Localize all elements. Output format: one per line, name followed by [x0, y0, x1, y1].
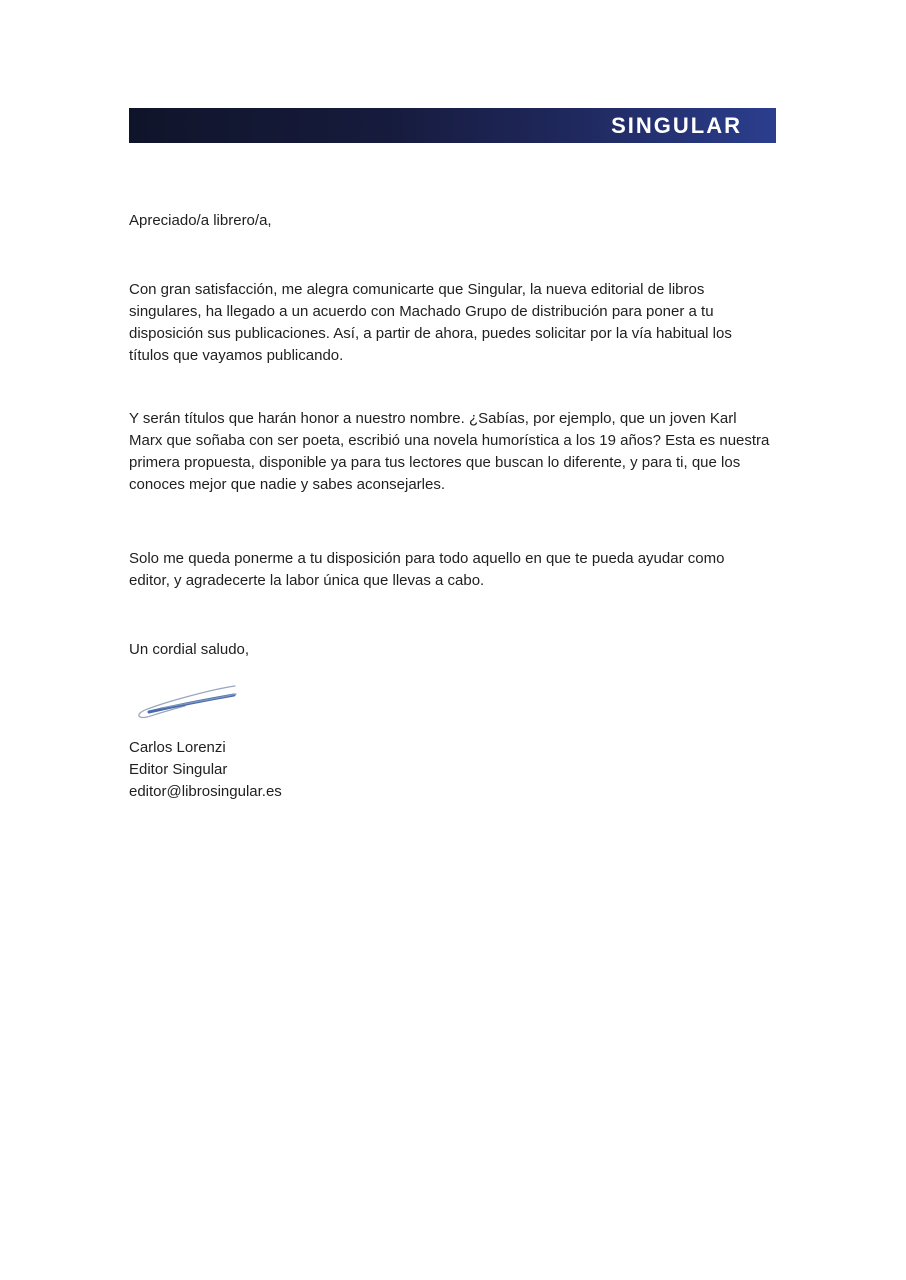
- brand-logo: SINGULAR: [611, 112, 742, 138]
- sender-name: Carlos Lorenzi: [129, 739, 226, 756]
- paragraph: [129, 548, 789, 592]
- paragraph-line: Con gran satisfacción, me alegra comunicarte que Singular, la nueva editorial de libros: [129, 281, 705, 298]
- handwritten-signature: [131, 678, 241, 726]
- brand-banner: [129, 108, 776, 143]
- paragraph-line: Marx que soñaba con ser poeta, escribió una novela humorística a los 19 años? Esta es nuestra: [129, 432, 770, 449]
- paragraph-line: primera propuesta, disponible ya para tus lectores que buscan lo diferente, y para ti, que los: [129, 454, 741, 471]
- salutation: Apreciado/a librero/a,: [129, 212, 272, 229]
- signature-block: [129, 737, 789, 803]
- paragraph-line: conoces mejor que nadie y sabes aconsejarles.: [129, 476, 446, 493]
- paragraph-line: editor, y agradecerte la labor única que llevas a cabo.: [129, 572, 485, 589]
- sender-title: Editor Singular: [129, 761, 228, 778]
- paragraph: [129, 279, 789, 367]
- paragraph-line: Y serán títulos que harán honor a nuestro nombre. ¿Sabías, por ejemplo, que un joven Karl: [129, 410, 737, 427]
- sender-email: editor@librosingular.es: [129, 783, 282, 800]
- paragraph-line: singulares, ha llegado a un acuerdo con Machado Grupo de distribución para poner a tu: [129, 303, 714, 320]
- paragraph-line: Solo me queda ponerme a tu disposición para todo aquello en que te pueda ayudar como: [129, 550, 725, 567]
- paragraph: [129, 408, 789, 496]
- paragraph-line: títulos que vayamos publicando.: [129, 347, 344, 364]
- closing-line: Un cordial saludo,: [129, 641, 250, 658]
- paragraph-line: disposición sus publicaciones. Así, a partir de ahora, puedes solicitar por la vía habitual los: [129, 325, 732, 342]
